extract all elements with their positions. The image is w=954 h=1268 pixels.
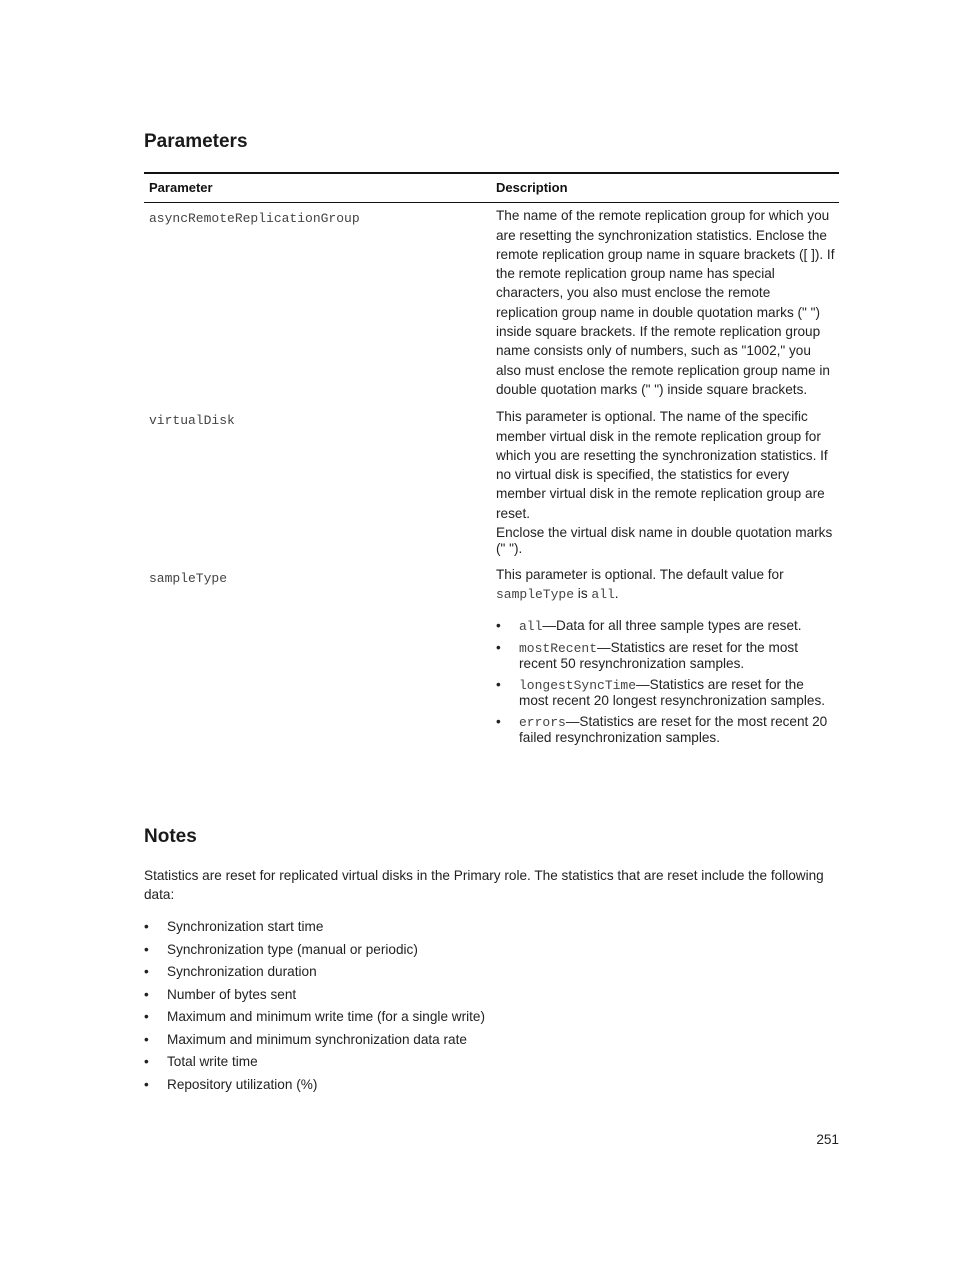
list-item: • Repository utilization (%): [144, 1075, 485, 1098]
list-item: • Number of bytes sent: [144, 985, 485, 1008]
parameter-description: This parameter is optional. The default value for sampleType is all.: [496, 567, 784, 603]
list-item: • mostRecent—Statistics are reset for the most recent 50 resynchronization samples.: [496, 640, 835, 671]
parameter-description: The name of the remote replication group for which you are resetting the synchronization statistics. Enclose the remote replication group name in square brackets ([ ]). If the remote replication group name has special characters, you also must enclose the remote replication group name in double quotation marks (" ") inside square brackets. If the remote replication group name consists only of numbers, such as "1002," you also must enclose the remote replication group name in double quotation marks (" ") inside square brackets.: [496, 208, 835, 397]
table-row: [144, 407, 839, 565]
page-number: 251: [816, 1132, 839, 1147]
notes-list: [144, 917, 485, 1097]
list-item: • all—Data for all three sample types are reset.: [496, 618, 835, 634]
parameter-name: virtualDisk: [149, 413, 235, 429]
list-item: • Synchronization duration: [144, 962, 485, 985]
parameter-name: sampleType: [149, 571, 228, 587]
column-header-parameter: Parameter: [144, 173, 491, 203]
list-item: • Total write time: [144, 1052, 485, 1075]
table-row: [144, 565, 839, 745]
column-header-description: Description: [491, 173, 839, 203]
parameter-name: asyncRemoteReplicationGroup: [149, 211, 360, 227]
list-item: • Maximum and minimum synchronization data rate: [144, 1030, 485, 1053]
list-item: • errors—Statistics are reset for the most recent 20 failed resynchronization samples.: [496, 714, 835, 745]
list-item: • Synchronization type (manual or periodic): [144, 940, 485, 963]
list-item: • Maximum and minimum write time (for a single write): [144, 1007, 485, 1030]
parameters-table: [144, 172, 839, 745]
table-row: [144, 203, 839, 407]
sample-type-list: [496, 618, 835, 745]
notes-heading: Notes: [144, 826, 197, 847]
notes-paragraph: Statistics are reset for replicated virtual disks in the Primary role. The statistics that are reset include the following data:: [144, 868, 824, 903]
table-header-row: [144, 173, 839, 203]
parameters-heading: Parameters: [144, 131, 248, 152]
list-item: • Synchronization start time: [144, 917, 485, 940]
parameter-description-note: Enclose the virtual disk name in double quotation marks (" ").: [496, 525, 833, 557]
parameter-description: This parameter is optional. The name of the specific member virtual disk in the remote replication group for which you are resetting the synchronization statistics. If no virtual disk is specified, the statistics for every member virtual disk in the remote replication group are reset.: [496, 409, 828, 521]
list-item: • longestSyncTime—Statistics are reset for the most recent 20 longest resynchronization samples.: [496, 677, 835, 708]
